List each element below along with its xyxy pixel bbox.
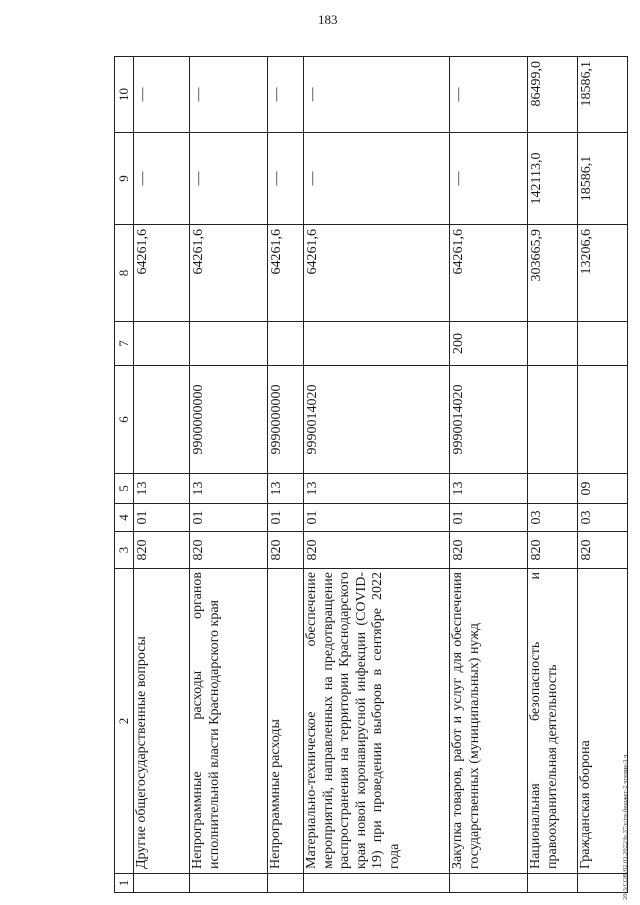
table-cell: — xyxy=(134,57,190,133)
table-cell xyxy=(450,874,528,893)
column-header: 10 xyxy=(115,57,134,133)
column-header: 4 xyxy=(115,504,134,532)
table-cell: 18586,1 xyxy=(578,133,628,225)
table-cell xyxy=(190,874,268,893)
row-name-cell: Другие общегосударственные вопросы xyxy=(134,569,190,874)
table-cell: 01 xyxy=(304,504,450,532)
table-cell xyxy=(528,366,578,474)
table-cell: 13 xyxy=(134,474,190,504)
footer-code: 20-3/COB/02.03.2022/fe.37/e/гп-бюджет-2 чтение-3 ч xyxy=(622,754,629,900)
table-cell: 9990014020 xyxy=(450,366,528,474)
table-cell: 820 xyxy=(134,532,190,569)
row-name-cell: Закупка товаров, работ и услуг для обеспечения государственных (муниципальных) нужд xyxy=(450,569,528,874)
column-header: 1 xyxy=(115,874,134,893)
table-cell: 820 xyxy=(190,532,268,569)
column-header: 5 xyxy=(115,474,134,504)
table-cell: 13 xyxy=(268,474,304,504)
table-cell: 9990014020 xyxy=(304,366,450,474)
table-row xyxy=(528,57,578,893)
table-cell: 820 xyxy=(528,532,578,569)
table-cell: 13206,6 xyxy=(578,225,628,322)
table-cell: 01 xyxy=(134,504,190,532)
table-body xyxy=(115,57,628,893)
table-cell xyxy=(134,366,190,474)
table-cell: 820 xyxy=(578,532,628,569)
table-row xyxy=(268,57,304,893)
table-cell: 64261,6 xyxy=(268,225,304,322)
table-cell: 142113,0 xyxy=(528,133,578,225)
table-cell: 13 xyxy=(304,474,450,504)
table-cell: 01 xyxy=(450,504,528,532)
table-cell xyxy=(578,366,628,474)
page-number: 183 xyxy=(318,12,338,27)
table-cell xyxy=(578,322,628,366)
table-row xyxy=(578,57,628,893)
row-name-cell: Непрограммные расходы xyxy=(268,569,304,874)
table-cell: — xyxy=(134,133,190,225)
row-name-cell: Непрограммные расходы органов исполнительной власти Краснодарского края xyxy=(190,569,268,874)
table-row xyxy=(450,57,528,893)
table-cell: 64261,6 xyxy=(134,225,190,322)
table-cell: 820 xyxy=(304,532,450,569)
column-header: 7 xyxy=(115,322,134,366)
table-cell xyxy=(528,474,578,504)
table-cell xyxy=(268,874,304,893)
column-header: 9 xyxy=(115,133,134,225)
table-cell: 01 xyxy=(190,504,268,532)
table-cell xyxy=(304,874,450,893)
table-cell: 13 xyxy=(450,474,528,504)
table-row xyxy=(134,57,190,893)
table-cell: — xyxy=(450,133,528,225)
table-cell: — xyxy=(304,57,450,133)
table-cell: 820 xyxy=(268,532,304,569)
table-cell: 18586,1 xyxy=(578,57,628,133)
table-cell: — xyxy=(268,57,304,133)
table-cell: 01 xyxy=(268,504,304,532)
table-cell xyxy=(528,874,578,893)
budget-table xyxy=(114,56,628,893)
table-cell xyxy=(528,322,578,366)
table-cell xyxy=(304,322,450,366)
table-cell: — xyxy=(268,133,304,225)
column-header: 6 xyxy=(115,366,134,474)
table-cell: 09 xyxy=(578,474,628,504)
header-row xyxy=(115,57,134,893)
table-cell xyxy=(134,874,190,893)
table-cell: 86499,0 xyxy=(528,57,578,133)
table-cell: — xyxy=(190,57,268,133)
table-cell: 9990000000 xyxy=(268,366,304,474)
budget-table-rotated xyxy=(114,57,608,893)
table-cell xyxy=(578,874,628,893)
row-name-cell: Национальная безопасность и правоохранительная деятельность xyxy=(528,569,578,874)
row-name-cell: Материально-техническое обеспечение мероприятий, направленных на предотвращение распространения на территории Краснодарского края новой коронавирусной инфекции (COVID-19) при проведении выборов в сентябре 2022 года xyxy=(304,569,450,874)
table-cell: 03 xyxy=(578,504,628,532)
column-header: 8 xyxy=(115,225,134,322)
table-cell: 64261,6 xyxy=(190,225,268,322)
table-cell: 64261,6 xyxy=(304,225,450,322)
table-cell: 64261,6 xyxy=(450,225,528,322)
table-cell: 820 xyxy=(450,532,528,569)
table-cell xyxy=(134,322,190,366)
table-row xyxy=(190,57,268,893)
table-cell: 03 xyxy=(528,504,578,532)
column-header: 3 xyxy=(115,532,134,569)
table-cell xyxy=(190,322,268,366)
table-cell: 200 xyxy=(450,322,528,366)
column-header: 2 xyxy=(115,569,134,874)
table-cell: — xyxy=(450,57,528,133)
table-row xyxy=(304,57,450,893)
table-cell xyxy=(268,322,304,366)
table-cell: — xyxy=(190,133,268,225)
table-cell: 303665,9 xyxy=(528,225,578,322)
table-cell: — xyxy=(304,133,450,225)
row-name-cell: Гражданская оборона xyxy=(578,569,628,874)
table-cell: 13 xyxy=(190,474,268,504)
table-cell: 9900000000 xyxy=(190,366,268,474)
